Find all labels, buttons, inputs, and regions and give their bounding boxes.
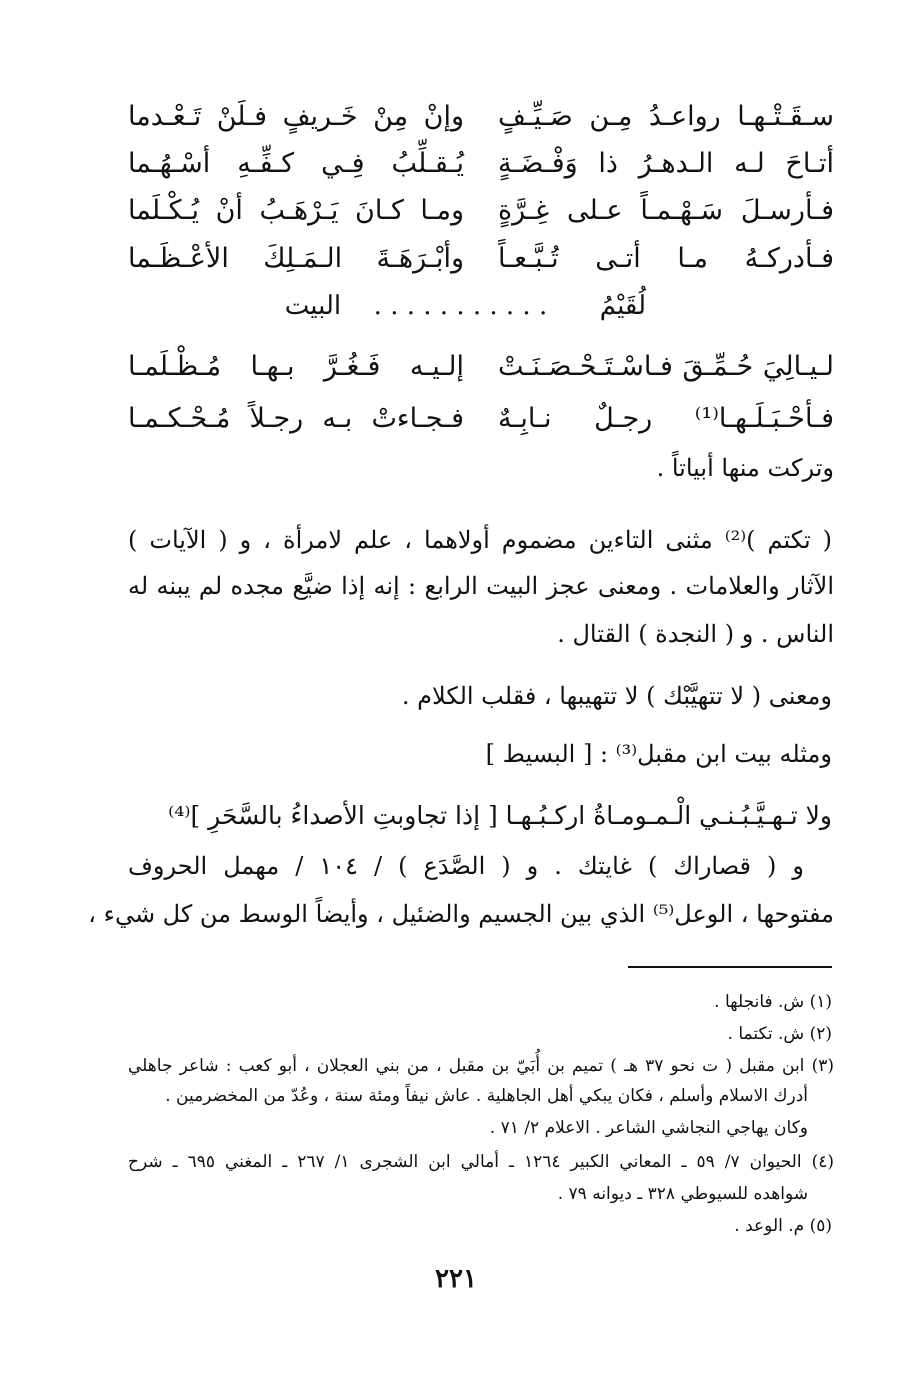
- body-line: الآثار والعلامات . ومعنى عجز البيت الرابع : إنه إذا ضيَّع مجده لم يبنه له: [128, 572, 834, 600]
- verse-line: [128, 188, 834, 234]
- verse-first-hemistich: فـأحْـبَـلَـهـا⁽¹⁾ رجـلٌ نـابِـهٌ: [498, 403, 834, 434]
- verse-second-hemistich: فـجـاءتْ بـه رجـلاً مُـحْـكـمـا: [128, 403, 464, 434]
- verse-second-hemistich: إلـيـه فَـغُـرَّ بـهـا مُـظْـلَمـا: [128, 351, 464, 382]
- footnote-continuation: شواهده للسيوطي ٣٢٨ ـ ديوانه ٧٩ .: [557, 1184, 808, 1204]
- body-line: و ( قصاراك ) غايتك . و ( الصَّدَع ) / ١٠٤ / مهمل الحروف: [128, 852, 805, 880]
- quoted-verse: ولا تـهـيَّـبُـنـي الْـمـومـاةُ اركـبُـهـا [ إذا تجاوبتِ الأصداءُ بالسَّحَرِ ]⁽⁴⁾: [168, 801, 832, 830]
- body-line: مفتوحها ، الوعل⁽⁵⁾ الذي بين الجسيم والضئيل ، وأيضاً الوسط من كل شيء ،: [88, 900, 834, 928]
- footnote-continuation: أدرك الاسلام وأسلم ، فكان يبكي أهل الجاهلية . عاش نيفاً ومئة سنة ، وعُدّ من المخضرمين .: [165, 1086, 808, 1106]
- verse-second-hemistich: وإنْ مِنْ خَـريفٍ فـلَنْ تَـعْـدما: [128, 101, 464, 132]
- footnote-separator: [628, 966, 832, 968]
- verse-first-hemistich: أتـاحَ لـه الـدهـرُ ذا وَفْـضَـةٍ: [498, 148, 834, 179]
- verse-second-hemistich: ومـا كـانَ يَـرْهَـبُ أنْ يُـكْـلَما: [128, 195, 464, 226]
- body-line: الناس . و ( النجدة ) القتال .: [557, 620, 834, 648]
- verse-line: [128, 344, 834, 390]
- body-line: ( تكتم )⁽²⁾ مثنى التاءين مضموم أولاهما ، علم لامرأة ، و ( الآيات ): [128, 526, 832, 554]
- verse-first-hemistich: سـقَـتْـهـا رواعـدُ مِـن صَـيِّـفٍ: [498, 101, 834, 132]
- verse-line: [128, 396, 834, 442]
- page-number: ٢٢١: [435, 1264, 477, 1294]
- footnote: (٥) م. الوعد .: [734, 1216, 832, 1236]
- poem-note: وتركت منها أبياتاً .: [656, 454, 834, 482]
- verse-first-hemistich: فـأدركـهُ مـا أتـى تُـبَّـعـاً: [498, 243, 834, 274]
- footnote: (١) ش. فانجلها .: [714, 992, 832, 1012]
- footnote-continuation: وكان يهاجي النجاشي الشاعر . الاعلام ٢/ ٧١ .: [489, 1118, 808, 1138]
- footnote: (٤) الحيوان ٧/ ٥٩ ـ المعاني الكبير ١٢٦٤ ـ أمالي ابن الشجرى ١/ ٢٦٧ ـ المغني ٦٩٥ ـ شرح: [128, 1152, 834, 1172]
- omitted-verse-marker: [285, 286, 646, 326]
- footnote: (٣) ابن مقبل ( ت نحو ٣٧ هـ ) تميم بن أُبَيّ بن مقبل ، من بني العجلان ، أبو كعب : شاعر جاهلي: [128, 1056, 834, 1076]
- verse-line: [128, 141, 834, 187]
- verse-first-hemistich: لـيـالِيَ حُـمِّـقَ فـاسْـتَـحْـصَـنَـتْ: [498, 351, 834, 382]
- footnote: (٢) ش. تكتما .: [727, 1024, 832, 1044]
- omitted-verse-label: البيت: [284, 291, 342, 321]
- body-line: ومعنى ( لا تتهيَّبْك ) لا تتهيبها ، فقلب الكلام .: [401, 682, 832, 710]
- body-line: ومثله بيت ابن مقبل⁽³⁾ : [ البسيط ]: [485, 740, 832, 768]
- verse-line: [128, 94, 834, 140]
- omitted-verse-word: لُقَيْمُ: [599, 291, 646, 321]
- verse-second-hemistich: يُـقـلِّبُ فِـي كـفِّـهِ أسْـهُـما: [128, 148, 464, 179]
- verse-second-hemistich: وأبْـرَهَـةَ الـمَـلِكَ الأعْـظَـما: [128, 243, 464, 274]
- verse-first-hemistich: فـأرسـلَ سَـهْـمـاً عـلى غِـرَّةٍ: [498, 195, 834, 226]
- omitted-verse-dots: . . . . . . . . . . .: [373, 291, 548, 321]
- verse-line: [128, 236, 834, 282]
